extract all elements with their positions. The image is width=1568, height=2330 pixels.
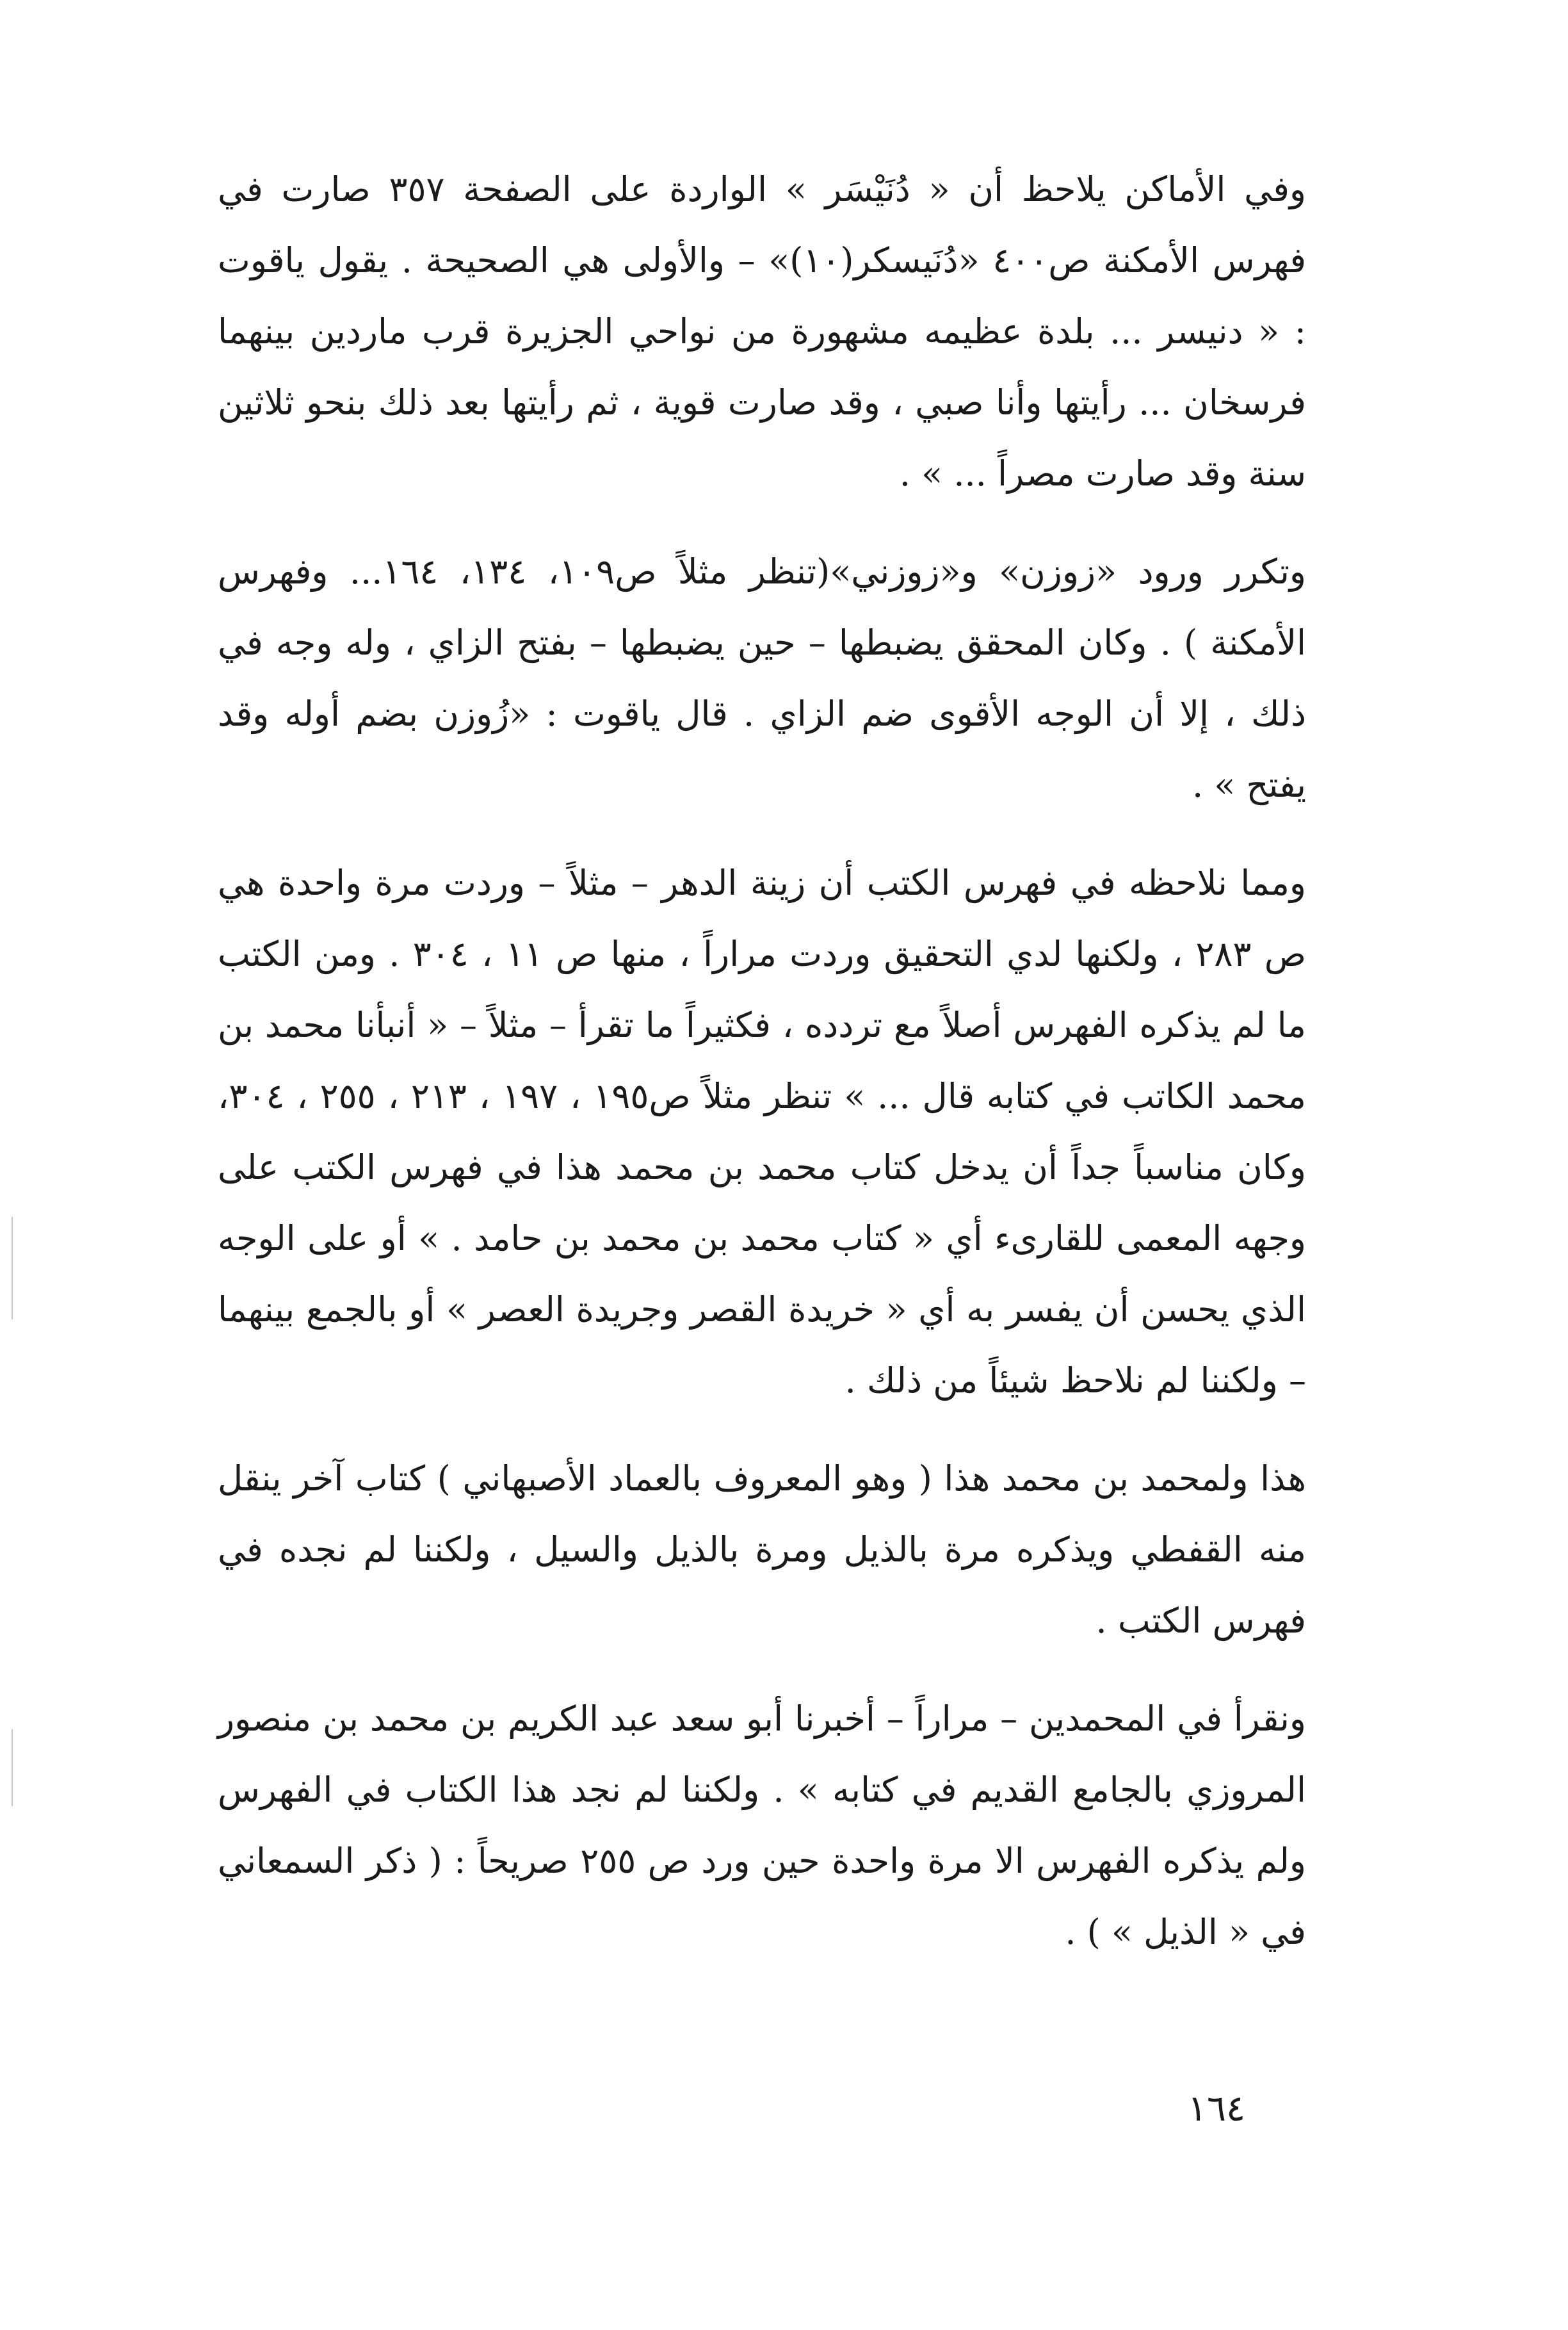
scan-edge-mark xyxy=(12,1729,13,1806)
page-number: ١٦٤ xyxy=(1187,2088,1246,2130)
paragraph-imad-isfahani: هذا ولمحمد بن محمد هذا ( وهو المعروف بالعماد الأصبهاني ) كتاب آخر ينقل منه القفطي ويذكره مرة بالذيل ومرة بالذيل والسيل ، ولكننا لم نجده في فهرس الكتب . xyxy=(218,1458,1306,1641)
paragraph-places: وفي الأماكن يلاحظ أن « دُنَيْسَر » الواردة على الصفحة ٣٥٧ صارت في فهرس الأمكنة ص٤٠٠ «دُنَيسكر(١٠)» – والأولى هي الصحيحة . يقول ياقوت : « دنيسر ... بلدة عظيمه مشهورة من نواحي الجزيرة قرب ماردين بينهما فرسخان ... رأيتها وأنا صبي ، وقد صارت قوية ، ثم رأيتها بعد ذلك بنحو ثلاثين سنة وقد صارت مصراً ... » . xyxy=(218,169,1307,494)
paragraph-zawzan: وتكرر ورود «زوزن» و«زوزني»(تنظر مثلاً ص١٠٩، ١٣٤، ١٦٤... وفهرس الأمكنة ) . وكان المحقق يضبطها – حين يضبطها – بفتح الزاي ، وله وجه في ذلك ، إلا أن الوجه الأقوى ضم الزاي . قال ياقوت : «زُوزن بضم أوله وقد يفتح » . xyxy=(218,551,1307,805)
paragraph-muhammads: ونقرأ في المحمدين – مراراً – أخبرنا أبو سعد عبد الكريم بن محمد بن منصور المروزي بالجامع القديم في كتابه » . ولكننا لم نجد هذا الكتاب في الفهرس ولم يذكره الفهرس الا مرة واحدة حين ورد ص ٢٥٥ صريحاً : ( ذكر السمعاني في « الذيل » ) . xyxy=(218,1699,1306,1952)
page-body xyxy=(218,154,1306,1994)
scan-edge-mark xyxy=(12,1217,13,1319)
paragraph-books-index: ومما نلاحظه في فهرس الكتب أن زينة الدهر – مثلاً – وردت مرة واحدة هي ص ٢٨٣ ، ولكنها لدي التحقيق وردت مراراً ، منها ص ١١ ، ٣٠٤ . ومن الكتب ما لم يذكره الفهرس أصلاً مع تردده ، فكثيراً ما تقرأ – مثلاً – « أنبأنا محمد بن محمد الكاتب في كتابه قال ... » تنظر مثلاً ص١٩٥ ، ١٩٧ ، ٢١٣ ، ٢٥٥ ، ٣٠٤، وكان مناسباً جداً أن يدخل كتاب محمد بن محمد هذا في فهرس الكتب على وجهه المعمى للقارىء أي « كتاب محمد بن محمد بن حامد . » أو على الوجه الذي يحسن أن يفسر به أي « خريدة القصر وجريدة العصر » أو بالجمع بينهما – ولكننا لم نلاحظ شيئاً من ذلك . xyxy=(218,863,1307,1401)
